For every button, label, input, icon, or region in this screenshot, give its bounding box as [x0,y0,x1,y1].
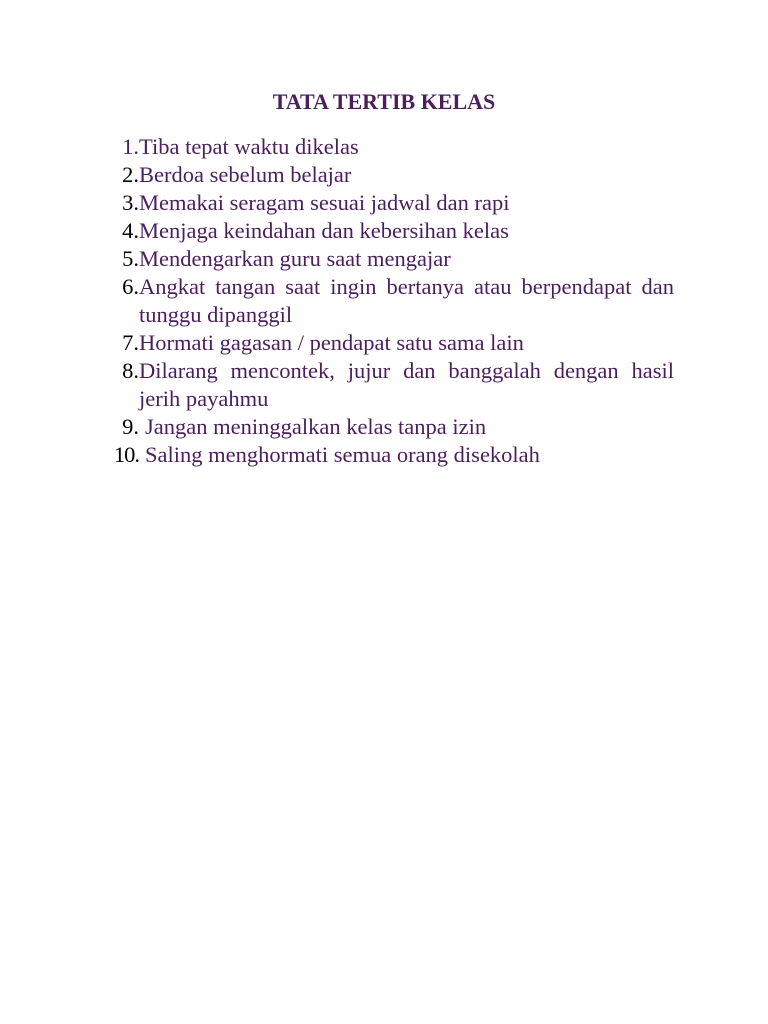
rule-text: Saling menghormati semua orang disekolah [145,442,540,467]
rule-item [108,133,674,161]
rule-text: Angkat tangan saat ingin bertanya atau berpendapat dan tunggu dipanggil [139,274,674,327]
rule-text: Dilarang mencontek, jujur dan banggalah dengan hasil jerih payahmu [139,358,674,411]
rules-list [108,133,674,469]
rule-number: 2. [122,162,139,187]
rule-text: Berdoa sebelum belajar [139,162,352,187]
rule-number: 6. [122,274,139,299]
rule-item [108,413,674,441]
rule-item [108,217,674,245]
rule-number: 3. [122,190,139,215]
rule-item [108,189,674,217]
document-title: TATA TERTIB KELAS [272,89,496,114]
rule-item [108,357,674,413]
rule-number: 7. [122,330,139,355]
rule-number: 1. [122,134,139,159]
rule-number: 4. [122,218,139,243]
rule-item [108,329,674,357]
rule-item [108,245,674,273]
rule-item [108,273,674,329]
rule-number: 9. [122,414,139,439]
rule-text: Memakai seragam sesuai jadwal dan rapi [139,190,510,215]
rule-text: Hormati gagasan / pendapat satu sama lain [139,330,524,355]
rule-text: Jangan meninggalkan kelas tanpa izin [145,414,487,439]
rule-text: Tiba tepat waktu dikelas [139,134,359,159]
rule-text: Mendengarkan guru saat mengajar [139,246,451,271]
rule-item [108,161,674,189]
rule-number: 8. [122,358,139,383]
rule-item [108,441,674,469]
rule-number: 5. [122,246,139,271]
rule-text: Menjaga keindahan dan kebersihan kelas [139,218,509,243]
rule-number: 10. [113,442,139,467]
